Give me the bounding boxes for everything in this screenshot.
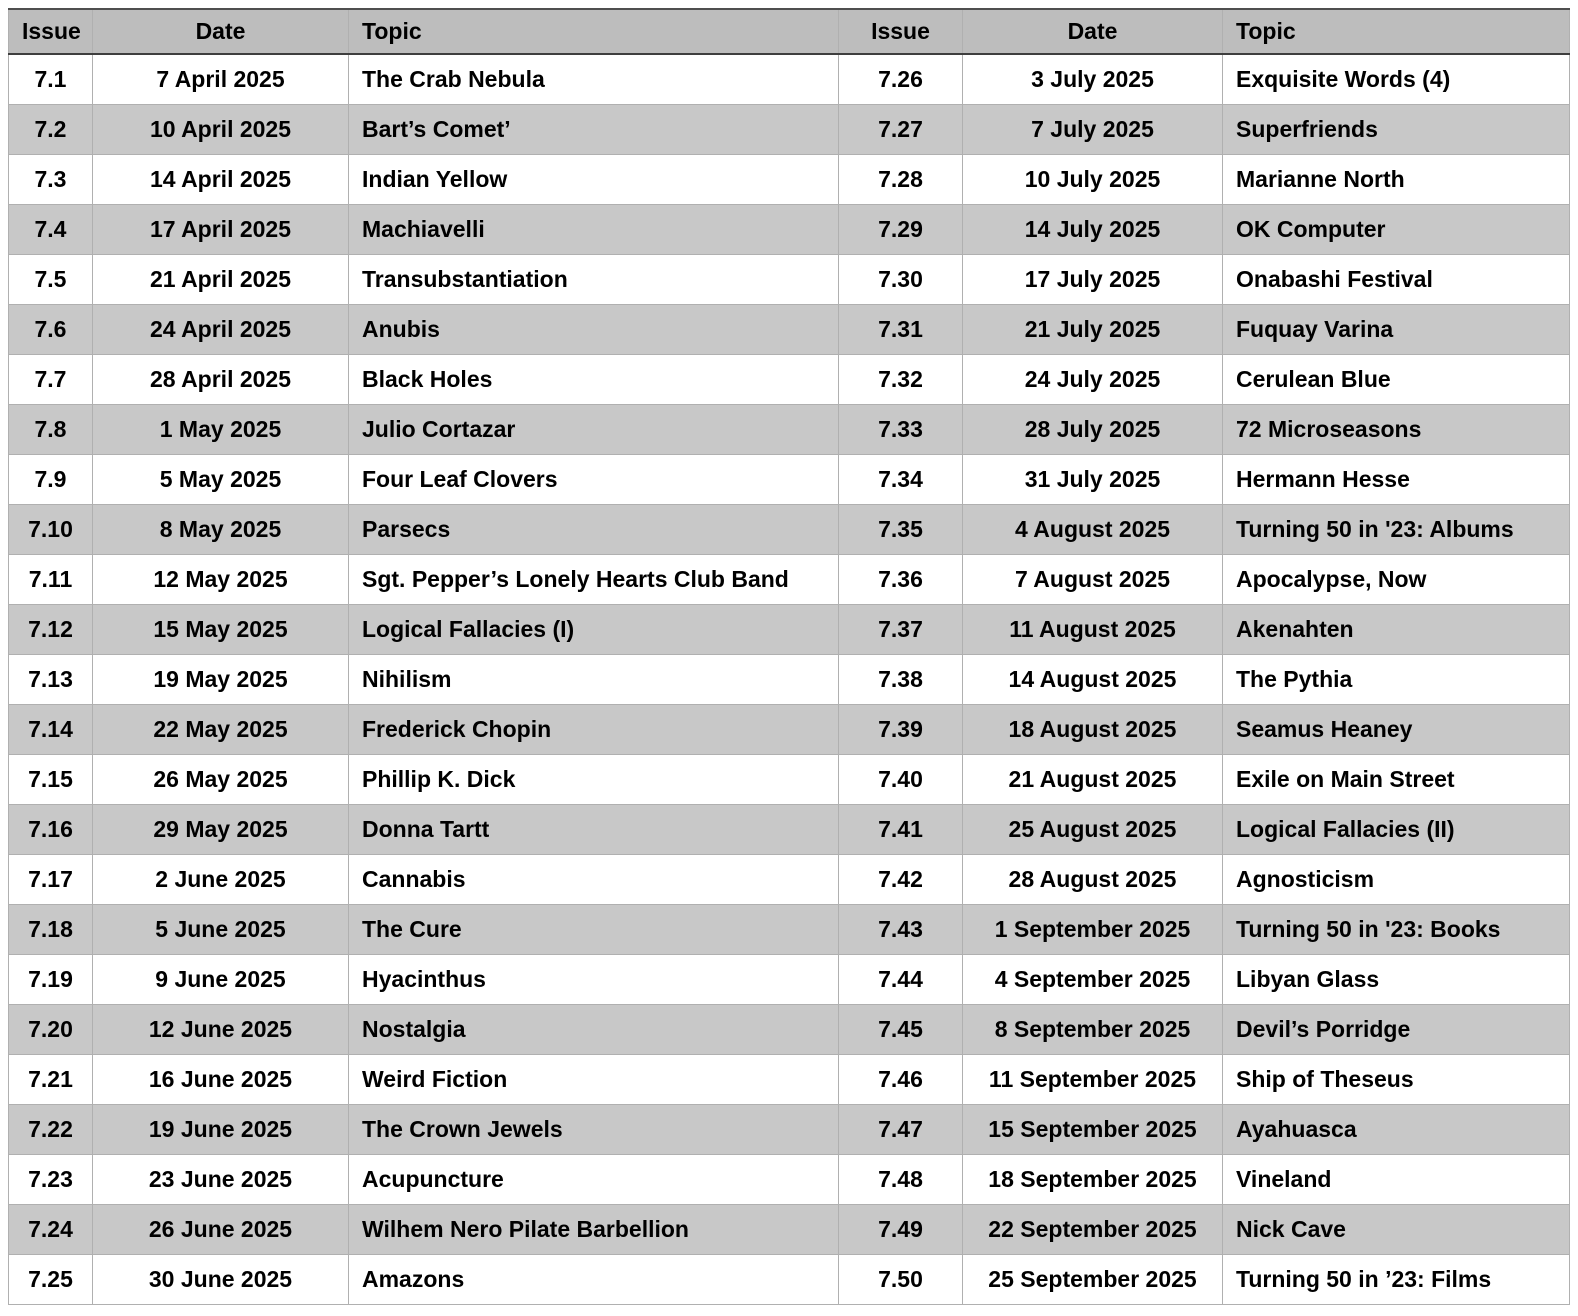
cell-right-issue: 7.45	[839, 1005, 963, 1055]
cell-left-topic: Wilhem Nero Pilate Barbellion	[349, 1205, 839, 1255]
cell-right-issue: 7.34	[839, 455, 963, 505]
cell-right-issue: 7.48	[839, 1155, 963, 1205]
cell-right-topic: Nick Cave	[1223, 1205, 1570, 1255]
cell-right-date: 15 September 2025	[963, 1105, 1223, 1155]
cell-right-topic: Fuquay Varina	[1223, 305, 1570, 355]
table-row	[9, 705, 1570, 755]
table-row	[9, 1205, 1570, 1255]
cell-right-topic: Agnosticism	[1223, 855, 1570, 905]
cell-left-date: 5 June 2025	[93, 905, 349, 955]
cell-right-date: 7 July 2025	[963, 105, 1223, 155]
table-row	[9, 1155, 1570, 1205]
cell-right-issue: 7.38	[839, 655, 963, 705]
cell-right-date: 4 August 2025	[963, 505, 1223, 555]
table-row	[9, 1055, 1570, 1105]
table-row	[9, 105, 1570, 155]
cell-left-topic: Hyacinthus	[349, 955, 839, 1005]
cell-right-issue: 7.26	[839, 54, 963, 105]
table-row	[9, 605, 1570, 655]
cell-right-topic: Ship of Theseus	[1223, 1055, 1570, 1105]
cell-right-issue: 7.49	[839, 1205, 963, 1255]
cell-left-issue: 7.12	[9, 605, 93, 655]
cell-left-issue: 7.2	[9, 105, 93, 155]
cell-right-issue: 7.43	[839, 905, 963, 955]
cell-left-date: 26 May 2025	[93, 755, 349, 805]
cell-right-date: 3 July 2025	[963, 54, 1223, 105]
cell-left-issue: 7.25	[9, 1255, 93, 1305]
cell-left-date: 23 June 2025	[93, 1155, 349, 1205]
column-header-date-right: Date	[963, 9, 1223, 54]
cell-left-topic: Frederick Chopin	[349, 705, 839, 755]
cell-left-date: 7 April 2025	[93, 54, 349, 105]
cell-left-issue: 7.23	[9, 1155, 93, 1205]
cell-right-issue: 7.33	[839, 405, 963, 455]
cell-right-date: 4 September 2025	[963, 955, 1223, 1005]
cell-left-issue: 7.7	[9, 355, 93, 405]
cell-left-date: 26 June 2025	[93, 1205, 349, 1255]
cell-left-issue: 7.19	[9, 955, 93, 1005]
cell-left-topic: Weird Fiction	[349, 1055, 839, 1105]
cell-right-topic: Apocalypse, Now	[1223, 555, 1570, 605]
cell-right-issue: 7.41	[839, 805, 963, 855]
cell-left-date: 29 May 2025	[93, 805, 349, 855]
cell-right-date: 25 September 2025	[963, 1255, 1223, 1305]
table-row	[9, 1105, 1570, 1155]
cell-left-topic: The Crown Jewels	[349, 1105, 839, 1155]
cell-left-date: 12 June 2025	[93, 1005, 349, 1055]
cell-right-topic: 72 Microseasons	[1223, 405, 1570, 455]
table-row	[9, 805, 1570, 855]
cell-left-date: 15 May 2025	[93, 605, 349, 655]
cell-left-date: 22 May 2025	[93, 705, 349, 755]
cell-right-issue: 7.40	[839, 755, 963, 805]
cell-left-topic: Four Leaf Clovers	[349, 455, 839, 505]
cell-left-topic: Black Holes	[349, 355, 839, 405]
cell-left-date: 17 April 2025	[93, 205, 349, 255]
cell-left-issue: 7.1	[9, 54, 93, 105]
cell-right-date: 31 July 2025	[963, 455, 1223, 505]
cell-right-date: 18 August 2025	[963, 705, 1223, 755]
cell-right-date: 18 September 2025	[963, 1155, 1223, 1205]
cell-left-topic: The Cure	[349, 905, 839, 955]
cell-left-issue: 7.14	[9, 705, 93, 755]
cell-right-topic: OK Computer	[1223, 205, 1570, 255]
table-row	[9, 905, 1570, 955]
cell-right-date: 21 July 2025	[963, 305, 1223, 355]
column-header-topic-left: Topic	[349, 9, 839, 54]
cell-right-date: 28 August 2025	[963, 855, 1223, 905]
cell-right-topic: Turning 50 in ’23: Films	[1223, 1255, 1570, 1305]
cell-right-topic: Onabashi Festival	[1223, 255, 1570, 305]
table-row	[9, 54, 1570, 105]
cell-right-issue: 7.39	[839, 705, 963, 755]
table-row	[9, 305, 1570, 355]
cell-left-topic: Sgt. Pepper’s Lonely Hearts Club Band	[349, 555, 839, 605]
cell-left-issue: 7.16	[9, 805, 93, 855]
cell-right-date: 17 July 2025	[963, 255, 1223, 305]
cell-right-topic: Libyan Glass	[1223, 955, 1570, 1005]
cell-right-topic: The Pythia	[1223, 655, 1570, 705]
cell-left-topic: Machiavelli	[349, 205, 839, 255]
table-row	[9, 1005, 1570, 1055]
table-header	[9, 9, 1570, 54]
cell-right-date: 8 September 2025	[963, 1005, 1223, 1055]
table-row	[9, 355, 1570, 405]
cell-right-issue: 7.32	[839, 355, 963, 405]
cell-left-issue: 7.21	[9, 1055, 93, 1105]
cell-right-topic: Vineland	[1223, 1155, 1570, 1205]
cell-left-issue: 7.9	[9, 455, 93, 505]
column-header-topic-right: Topic	[1223, 9, 1570, 54]
cell-left-issue: 7.6	[9, 305, 93, 355]
cell-right-topic: Cerulean Blue	[1223, 355, 1570, 405]
cell-right-topic: Turning 50 in '23: Albums	[1223, 505, 1570, 555]
table-row	[9, 405, 1570, 455]
column-header-issue-right: Issue	[839, 9, 963, 54]
cell-right-topic: Ayahuasca	[1223, 1105, 1570, 1155]
cell-right-issue: 7.42	[839, 855, 963, 905]
cell-left-issue: 7.20	[9, 1005, 93, 1055]
cell-left-issue: 7.18	[9, 905, 93, 955]
table-body	[9, 54, 1570, 1305]
cell-left-issue: 7.13	[9, 655, 93, 705]
cell-right-topic: Exquisite Words (4)	[1223, 54, 1570, 105]
cell-right-topic: Logical Fallacies (II)	[1223, 805, 1570, 855]
cell-left-issue: 7.22	[9, 1105, 93, 1155]
table-row	[9, 1255, 1570, 1305]
cell-right-date: 28 July 2025	[963, 405, 1223, 455]
cell-right-issue: 7.46	[839, 1055, 963, 1105]
cell-left-date: 30 June 2025	[93, 1255, 349, 1305]
cell-right-topic: Akenahten	[1223, 605, 1570, 655]
cell-right-issue: 7.27	[839, 105, 963, 155]
table-row	[9, 155, 1570, 205]
cell-left-date: 1 May 2025	[93, 405, 349, 455]
cell-left-topic: The Crab Nebula	[349, 54, 839, 105]
cell-right-topic: Marianne North	[1223, 155, 1570, 205]
table-row	[9, 255, 1570, 305]
cell-right-issue: 7.44	[839, 955, 963, 1005]
cell-right-date: 14 August 2025	[963, 655, 1223, 705]
table-row	[9, 655, 1570, 705]
cell-left-issue: 7.17	[9, 855, 93, 905]
cell-left-issue: 7.24	[9, 1205, 93, 1255]
table-row	[9, 755, 1570, 805]
cell-left-topic: Bart’s Comet’	[349, 105, 839, 155]
cell-left-date: 9 June 2025	[93, 955, 349, 1005]
cell-left-date: 21 April 2025	[93, 255, 349, 305]
cell-left-topic: Transubstantiation	[349, 255, 839, 305]
cell-right-date: 11 August 2025	[963, 605, 1223, 655]
cell-right-issue: 7.36	[839, 555, 963, 605]
cell-left-topic: Indian Yellow	[349, 155, 839, 205]
cell-right-issue: 7.30	[839, 255, 963, 305]
cell-left-issue: 7.10	[9, 505, 93, 555]
cell-right-issue: 7.50	[839, 1255, 963, 1305]
cell-right-date: 11 September 2025	[963, 1055, 1223, 1105]
cell-left-topic: Nihilism	[349, 655, 839, 705]
cell-right-date: 24 July 2025	[963, 355, 1223, 405]
cell-right-topic: Turning 50 in '23: Books	[1223, 905, 1570, 955]
cell-left-issue: 7.11	[9, 555, 93, 605]
cell-left-date: 24 April 2025	[93, 305, 349, 355]
table-row	[9, 205, 1570, 255]
table-row	[9, 505, 1570, 555]
cell-right-date: 25 August 2025	[963, 805, 1223, 855]
cell-left-date: 2 June 2025	[93, 855, 349, 905]
cell-left-issue: 7.3	[9, 155, 93, 205]
cell-right-issue: 7.28	[839, 155, 963, 205]
cell-right-issue: 7.47	[839, 1105, 963, 1155]
table-row	[9, 955, 1570, 1005]
cell-left-date: 12 May 2025	[93, 555, 349, 605]
table-row	[9, 855, 1570, 905]
cell-left-topic: Phillip K. Dick	[349, 755, 839, 805]
cell-right-issue: 7.31	[839, 305, 963, 355]
cell-right-issue: 7.29	[839, 205, 963, 255]
cell-right-issue: 7.37	[839, 605, 963, 655]
cell-left-topic: Cannabis	[349, 855, 839, 905]
issues-table	[8, 8, 1570, 1305]
cell-left-date: 28 April 2025	[93, 355, 349, 405]
cell-left-topic: Anubis	[349, 305, 839, 355]
cell-left-date: 19 May 2025	[93, 655, 349, 705]
cell-left-topic: Nostalgia	[349, 1005, 839, 1055]
cell-right-topic: Exile on Main Street	[1223, 755, 1570, 805]
cell-left-topic: Acupuncture	[349, 1155, 839, 1205]
cell-right-issue: 7.35	[839, 505, 963, 555]
cell-left-date: 8 May 2025	[93, 505, 349, 555]
cell-left-issue: 7.8	[9, 405, 93, 455]
cell-right-date: 1 September 2025	[963, 905, 1223, 955]
table-row	[9, 555, 1570, 605]
cell-right-topic: Seamus Heaney	[1223, 705, 1570, 755]
column-header-issue-left: Issue	[9, 9, 93, 54]
cell-left-topic: Logical Fallacies (I)	[349, 605, 839, 655]
cell-right-date: 10 July 2025	[963, 155, 1223, 205]
cell-left-date: 19 June 2025	[93, 1105, 349, 1155]
cell-left-date: 10 April 2025	[93, 105, 349, 155]
cell-right-date: 7 August 2025	[963, 555, 1223, 605]
cell-left-topic: Amazons	[349, 1255, 839, 1305]
column-header-date-left: Date	[93, 9, 349, 54]
cell-right-topic: Hermann Hesse	[1223, 455, 1570, 505]
cell-left-topic: Julio Cortazar	[349, 405, 839, 455]
cell-right-topic: Devil’s Porridge	[1223, 1005, 1570, 1055]
cell-left-topic: Parsecs	[349, 505, 839, 555]
cell-left-date: 5 May 2025	[93, 455, 349, 505]
cell-right-date: 22 September 2025	[963, 1205, 1223, 1255]
cell-left-date: 16 June 2025	[93, 1055, 349, 1105]
cell-right-topic: Superfriends	[1223, 105, 1570, 155]
table-row	[9, 455, 1570, 505]
header-row	[9, 9, 1570, 54]
cell-left-issue: 7.5	[9, 255, 93, 305]
cell-left-date: 14 April 2025	[93, 155, 349, 205]
cell-left-issue: 7.4	[9, 205, 93, 255]
cell-right-date: 14 July 2025	[963, 205, 1223, 255]
cell-left-issue: 7.15	[9, 755, 93, 805]
cell-right-date: 21 August 2025	[963, 755, 1223, 805]
cell-left-topic: Donna Tartt	[349, 805, 839, 855]
